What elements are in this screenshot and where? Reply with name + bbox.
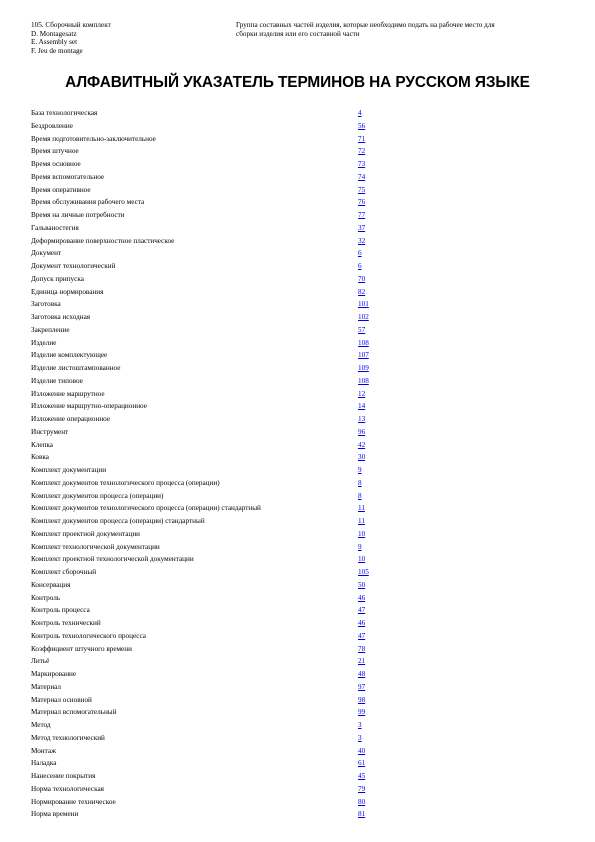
index-term-link[interactable]: 9 — [358, 466, 362, 474]
index-term-link[interactable]: 37 — [358, 223, 366, 232]
index-term: Норма времени — [31, 810, 79, 819]
index-row — [31, 490, 571, 503]
index-row — [31, 337, 571, 350]
index-row — [31, 515, 571, 528]
index-row — [31, 464, 571, 477]
index-term: Изделие листоштампованное — [31, 364, 121, 372]
index-row — [31, 184, 571, 197]
index-term: Контроль процесса — [31, 606, 90, 615]
definition-line: сборки изделия или его составной части — [236, 29, 360, 38]
index-term-link[interactable]: 3 — [358, 733, 362, 742]
index-row — [31, 298, 571, 311]
index-term-link[interactable]: 57 — [358, 325, 366, 334]
index-term-link[interactable]: 71 — [358, 134, 366, 143]
index-row — [31, 528, 571, 541]
index-term: Маркирование — [31, 670, 77, 678]
index-row — [31, 273, 571, 286]
index-term-link[interactable]: 21 — [358, 657, 366, 666]
index-row — [31, 400, 571, 413]
index-row — [31, 413, 571, 426]
index-term: Норма технологическая — [31, 784, 104, 793]
index-term-link[interactable]: 73 — [358, 160, 366, 168]
index-term: Время штучное — [31, 147, 79, 156]
index-term: Время оперативное — [31, 185, 91, 194]
index-term: Литьё — [31, 657, 50, 666]
index-term-link[interactable]: 30 — [358, 453, 366, 462]
index-row — [31, 579, 571, 592]
index-term: Монтаж — [31, 746, 57, 755]
index-term-link[interactable]: 79 — [358, 784, 366, 793]
index-term: Инструмент — [31, 427, 69, 436]
index-term-link[interactable]: 108 — [358, 376, 369, 385]
index-term: Заготовка — [31, 300, 61, 309]
index-term: Допуск припуска — [31, 274, 84, 283]
index-row — [31, 694, 571, 707]
index-row — [31, 196, 571, 209]
index-row — [31, 604, 571, 617]
index-term-link[interactable]: 101 — [358, 300, 369, 309]
index-term-link[interactable]: 10 — [358, 555, 366, 564]
index-term: База технологическая — [31, 109, 98, 117]
index-row — [31, 592, 571, 605]
index-term: Время на личные потребности — [31, 211, 125, 219]
index-term: Метод — [31, 721, 51, 729]
index-term: Изложение операционное — [31, 415, 111, 423]
index-term: Комплект проектной документации — [31, 529, 141, 538]
index-term-link[interactable]: 4 — [358, 109, 362, 117]
index-term: Наладка — [31, 759, 57, 768]
index-term: Изложение маршрутное — [31, 389, 105, 398]
index-row — [31, 426, 571, 439]
index-term-link[interactable]: 97 — [358, 682, 366, 691]
index-term-link[interactable]: 108 — [358, 338, 369, 347]
index-term: Материал вспомогательный — [31, 708, 117, 717]
index-term: Единица нормирования — [31, 287, 104, 296]
index-row — [31, 502, 571, 515]
index-row — [31, 719, 571, 732]
index-row — [31, 732, 571, 745]
index-row — [31, 158, 571, 171]
term-english: E. Assembly set — [31, 38, 78, 47]
index-term-link[interactable]: 13 — [358, 415, 366, 423]
index-row — [31, 120, 571, 133]
index-term: Комплект проектной технологической документации — [31, 555, 194, 564]
index-term-link[interactable]: 47 — [358, 606, 366, 615]
index-term-link[interactable]: 81 — [358, 810, 366, 819]
index-row — [31, 451, 571, 464]
term-french: F. Jeu de montage — [31, 46, 83, 55]
index-term-link[interactable]: 50 — [358, 580, 366, 589]
index-row — [31, 209, 571, 222]
index-term: Комплект технологической документации — [31, 542, 160, 551]
index-term-link[interactable]: 40 — [358, 746, 366, 755]
index-term-link[interactable]: 105 — [358, 568, 369, 576]
index-row — [31, 260, 571, 273]
index-term: Деформирование поверхностное пластическое — [31, 236, 175, 245]
index-row — [31, 222, 571, 235]
index-term-link[interactable]: 12 — [358, 389, 366, 398]
index-term-link[interactable]: 109 — [358, 364, 369, 372]
index-term-link[interactable]: 47 — [358, 631, 366, 640]
index-term: Гальваностегия — [31, 223, 79, 232]
index-term-link[interactable]: 75 — [358, 185, 366, 194]
index-term: Комплект документов процесса (операции) стандартный — [31, 517, 205, 525]
index-row — [31, 630, 571, 643]
index-term-link[interactable]: 6 — [358, 262, 362, 270]
index-row — [31, 247, 571, 260]
index-row — [31, 668, 571, 681]
index-term-link[interactable]: 82 — [358, 287, 366, 296]
alphabetical-index — [31, 107, 571, 821]
index-row — [31, 235, 571, 248]
index-row — [31, 349, 571, 362]
index-term: Клепка — [31, 440, 53, 449]
index-term: Изложение маршрутно-операционное — [31, 402, 147, 411]
index-term: Документ — [31, 249, 62, 258]
index-row — [31, 286, 571, 299]
index-term-link[interactable]: 102 — [358, 313, 369, 321]
index-row — [31, 133, 571, 146]
index-row — [31, 541, 571, 554]
index-term: Контроль — [31, 593, 61, 602]
index-row — [31, 107, 571, 120]
index-row — [31, 171, 571, 184]
index-row — [31, 553, 571, 566]
index-term-link[interactable]: 107 — [358, 351, 369, 360]
index-term: Время основное — [31, 160, 81, 168]
index-term: Материал основной — [31, 695, 92, 704]
index-term-link[interactable]: 46 — [358, 593, 366, 602]
term-entry-105 — [31, 21, 221, 55]
index-term: Время вспомогательное — [31, 172, 105, 181]
index-row — [31, 770, 571, 783]
index-term: Коэффициент штучного времени — [31, 644, 132, 653]
index-term: Ковка — [31, 453, 49, 462]
index-term-link[interactable]: 14 — [358, 402, 366, 411]
index-term: Консервация — [31, 580, 71, 589]
index-term: Нанесение покрытия — [31, 772, 96, 780]
index-term-link[interactable]: 80 — [358, 797, 366, 806]
index-term-link[interactable]: 48 — [358, 670, 366, 678]
index-term-link[interactable]: 56 — [358, 121, 366, 130]
index-row — [31, 439, 571, 452]
index-row — [31, 655, 571, 668]
index-row — [31, 311, 571, 324]
index-term: Метод технологический — [31, 733, 105, 742]
index-term: Контроль технологического процесса — [31, 631, 146, 640]
index-row — [31, 757, 571, 770]
index-term: Изделие — [31, 338, 57, 347]
index-term-link[interactable]: 70 — [358, 274, 366, 283]
index-term-link[interactable]: 10 — [358, 529, 366, 538]
index-term: Заготовка исходная — [31, 313, 91, 321]
index-term: Материал — [31, 682, 62, 691]
index-term-link[interactable]: 45 — [358, 772, 366, 780]
index-term-link[interactable]: 77 — [358, 211, 366, 219]
index-term-link[interactable]: 8 — [358, 491, 362, 500]
definition-line: Группа составных частей изделия, которые необходимо подать на рабочее место для — [236, 21, 495, 29]
term-definition — [236, 21, 571, 38]
index-term: Комплект документов технологического процесса (операции) стандартный — [31, 504, 261, 513]
index-term: Время обслуживания рабочего места — [31, 198, 145, 207]
index-row — [31, 796, 571, 809]
index-term-link[interactable]: 76 — [358, 198, 366, 207]
term-german: D. Montagesatz — [31, 29, 77, 38]
index-row — [31, 362, 571, 375]
index-term-link[interactable]: 98 — [358, 695, 366, 704]
index-term-link[interactable]: 99 — [358, 708, 366, 717]
index-term: Комплект документов технологического процесса (операции) — [31, 478, 220, 487]
index-row — [31, 375, 571, 388]
index-term-link[interactable]: 3 — [358, 721, 362, 729]
index-row — [31, 388, 571, 401]
index-row — [31, 643, 571, 656]
index-row — [31, 706, 571, 719]
index-term: Нормирование техническое — [31, 797, 116, 806]
index-row — [31, 324, 571, 337]
index-row — [31, 566, 571, 579]
index-term-link[interactable]: 32 — [358, 236, 366, 245]
index-term: Изделие типовое — [31, 376, 83, 385]
index-term: Время подготовительно-заключительное — [31, 134, 156, 143]
index-term-link[interactable]: 61 — [358, 759, 366, 768]
index-term-link[interactable]: 78 — [358, 644, 366, 653]
index-row — [31, 681, 571, 694]
index-term: Документ технологический — [31, 262, 116, 270]
index-row — [31, 477, 571, 490]
index-row — [31, 617, 571, 630]
index-row — [31, 145, 571, 158]
index-term-link[interactable]: 74 — [358, 172, 366, 181]
term-entry-title: 105. Сборочный комплект — [31, 21, 111, 29]
index-term-link[interactable]: 46 — [358, 619, 366, 627]
index-term: Комплект документов процесса (операции) — [31, 491, 164, 500]
index-row — [31, 783, 571, 796]
page-title: АЛФАВИТНЫЙ УКАЗАТЕЛЬ ТЕРМИНОВ НА РУССКОМ ЯЗЫКЕ — [65, 74, 530, 91]
index-term-link[interactable]: 96 — [358, 427, 366, 436]
index-term: Изделие комплектующее — [31, 351, 108, 360]
index-term: Закрепление — [31, 325, 70, 334]
index-term-link[interactable]: 72 — [358, 147, 366, 156]
index-term-link[interactable]: 11 — [358, 504, 365, 513]
index-term-link[interactable]: 42 — [358, 440, 366, 449]
index-row — [31, 808, 571, 821]
index-term: Бездровление — [31, 121, 73, 130]
index-term-link[interactable]: 8 — [358, 478, 362, 487]
index-term-link[interactable]: 9 — [358, 542, 362, 551]
index-term-link[interactable]: 6 — [358, 249, 362, 258]
index-row — [31, 745, 571, 758]
index-term-link[interactable]: 11 — [358, 517, 365, 525]
index-term: Комплект документации — [31, 466, 107, 474]
index-term: Контроль технический — [31, 619, 101, 627]
index-term: Комплект сборочный — [31, 568, 97, 576]
